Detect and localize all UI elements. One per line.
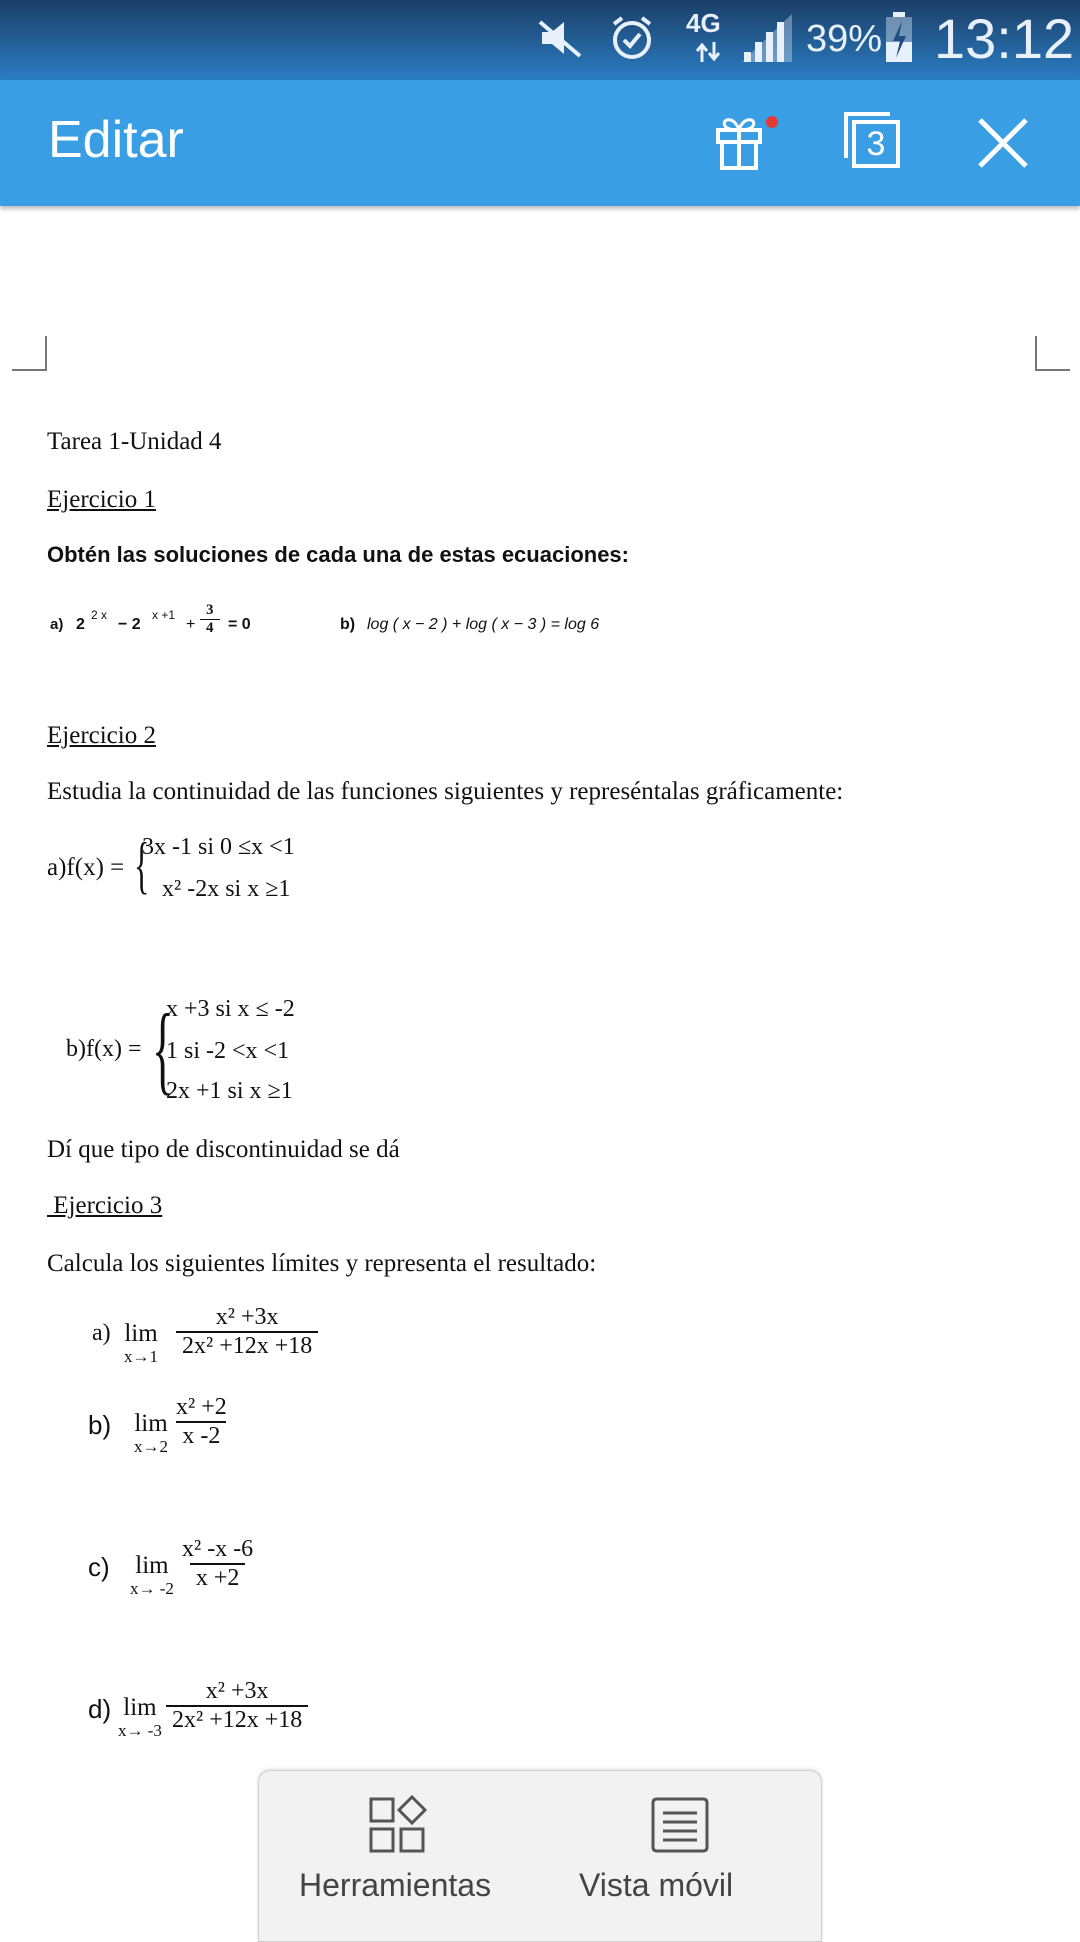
tools-label: Herramientas [299,1867,492,1903]
fraction-denominator: 2x² +12x +18 [176,1331,318,1360]
ex1-b-label: b) [340,616,356,633]
ex1-a-exponent-1: 2 x [91,608,108,622]
limit-c-label: c) [88,1552,110,1582]
ex3-instruction: Calcula los siguientes límites y representa el resultado: [47,1250,597,1277]
lim-subscript: x→2 [134,1437,168,1456]
fraction-numerator: x² +3x [205,1678,269,1704]
lim-word: lim [123,1694,157,1721]
status-bar [0,0,1080,80]
ex1-instruction: Obtén las soluciones de cada una de estas ecuaciones: [47,542,629,567]
fraction-denominator: x +2 [190,1563,246,1592]
mute-icon [536,16,584,60]
limit-a-label: a) [92,1320,111,1346]
ex2-b-case-3: 2x +1 si x ≥1 [166,1078,293,1104]
ex1-a-label: a) [50,616,64,633]
notification-dot [766,116,778,128]
limit-c-fraction [176,1536,259,1592]
battery-charging-icon [884,12,914,64]
tabs-button[interactable] [842,110,902,170]
tools-grid-icon [369,1795,429,1855]
page-title: Editar [48,111,184,169]
ex1-a-base: 2 [76,616,85,633]
bottom-toolbar [258,1770,822,1942]
ex2-a-case-1: 3x -1 si 0 ≤x <1 [142,834,295,860]
fraction-denominator: 4 [200,619,220,637]
fraction-numerator: x² +3x [215,1304,279,1330]
mobile-view-button[interactable] [539,1771,821,1921]
tools-button[interactable] [259,1771,539,1921]
fraction-numerator: x² -x -6 [182,1536,254,1562]
limit-b-operator [134,1410,168,1456]
limit-a-operator [124,1320,158,1366]
margin-mark-left [12,336,48,372]
lim-word: lim [135,1552,169,1579]
ex3-title: Ejercicio 3 [47,1192,163,1219]
ex1-a-plus: + [186,616,196,633]
brace: { [152,993,174,1104]
signal-icon [742,14,792,62]
ex1-b-equation: log ( x − 2 ) + log ( x − 3 ) = log 6 [367,616,600,633]
doc-heading: Tarea 1-Unidad 4 [47,428,222,455]
ex2-b-label: b)f(x) = [66,1036,142,1062]
ex2-a-label: a)f(x) = [47,854,125,881]
limit-d-operator [118,1694,162,1740]
limit-a-fraction [176,1304,318,1360]
ex2-instruction: Estudia la continuidad de las funciones siguientes y represéntalas gráficamente: [47,778,844,805]
ex1-a-equals: = 0 [228,616,251,633]
margin-mark-right [1034,336,1070,372]
mobile-view-label: Vista móvil [579,1867,734,1903]
document-page[interactable] [0,206,1080,1920]
network-type: 4G [686,8,721,38]
ex2-b-case-1: x +3 si x ≤ -2 [166,996,295,1022]
limit-b-fraction [170,1394,233,1450]
lim-subscript: x→ -2 [130,1579,174,1598]
ex2-note: Dí que tipo de discontinuidad se dá [47,1136,400,1163]
fraction-numerator: x² +2 [176,1394,227,1420]
ex1-a-fraction [200,602,220,637]
ex1-a-exponent-2: x +1 [152,608,176,622]
close-icon [976,116,1030,170]
gift-button[interactable] [712,110,782,176]
lim-word: lim [124,1320,158,1347]
limit-c-operator [130,1552,174,1598]
data-arrows-icon [694,40,724,64]
ex1-title: Ejercicio 1 [47,486,156,513]
lim-word: lim [134,1410,168,1437]
clock: 13:12 [934,7,1075,70]
battery-percent: 39% [806,18,883,60]
limit-d-fraction [166,1678,308,1734]
mobile-view-icon [649,1795,711,1855]
app-bar [0,80,1080,206]
ex2-a-case-2: x² -2x si x ≥1 [162,876,291,902]
lim-subscript: x→1 [124,1347,158,1366]
fraction-denominator: x -2 [176,1421,226,1450]
gift-icon [712,110,782,176]
ex1-a-term-2: − 2 [118,616,141,633]
limit-d-label: d) [88,1694,112,1724]
lim-subscript: x→ -3 [118,1721,162,1740]
ex2-b-case-2: 1 si -2 <x <1 [166,1038,290,1064]
ex2-title: Ejercicio 2 [47,722,156,749]
alarm-icon [608,14,656,62]
fraction-denominator: 2x² +12x +18 [166,1705,308,1734]
close-button[interactable] [976,116,1030,170]
brace: { [134,829,150,900]
fraction-numerator: 3 [206,602,214,618]
limit-b-label: b) [88,1410,112,1440]
tab-count: 3 [866,125,886,163]
